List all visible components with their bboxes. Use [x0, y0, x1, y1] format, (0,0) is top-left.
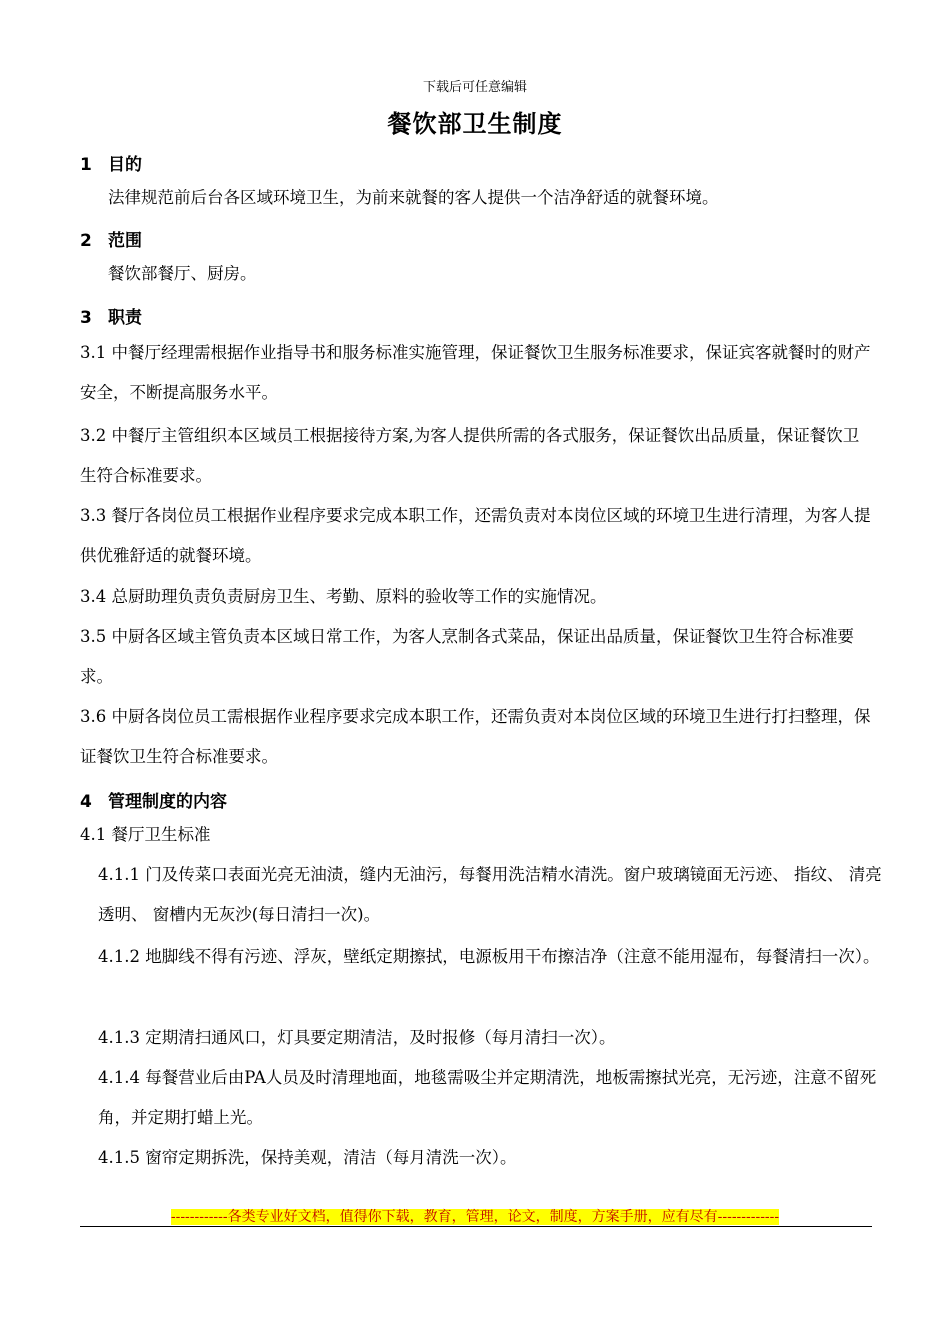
section-3-item-5: 3.5 中厨各区域主管负责本区域日常工作，为客人烹制各式菜品，保证出品质量，保证餐饮卫生符合标准要求。: [80, 627, 854, 686]
section-3-item-2: 3.2 中餐厅主管组织本区域员工根据接待方案,为客人提供所需的各式服务，保证餐饮出品质量，保证餐饮卫生符合标准要求。: [80, 426, 860, 485]
section-4-item-4: 4.1.4 每餐营业后由PA人员及时清理地面，地毯需吸尘并定期清洗，地板需擦拭光亮，无污迹，注意不留死角，并定期打蜡上光。: [98, 1068, 877, 1127]
section-4-item-1: 4.1.1 门及传菜口表面光亮无油渍，缝内无油污，每餐用洗洁精水清洗。窗户玻璃镜面无污迹、 指纹、 清亮透明、 窗槽内无灰沙(每日清扫一次)。: [98, 865, 882, 924]
download-note: 下载后可任意编辑: [422, 80, 527, 95]
section-3-heading: [80, 303, 142, 328]
section-2-text: 餐饮部餐厅、厨房。: [108, 264, 257, 283]
section-4-subtitle: 4.1 餐厅卫生标准: [80, 825, 211, 844]
footer-banner: [0, 1206, 950, 1226]
section-1-number: 1: [80, 155, 92, 175]
section-4-number: 4: [80, 792, 92, 812]
footer-divider: [80, 1226, 872, 1227]
section-4-heading: [80, 787, 227, 812]
section-4-title: 管理制度的内容: [108, 792, 227, 812]
section-4-item-5: 4.1.5 窗帘定期拆洗，保持美观，清洁（每月清洗一次）。: [98, 1148, 517, 1167]
section-3-item-3: 3.3 餐厅各岗位员工根据作业程序要求完成本职工作，还需负责对本岗位区域的环境卫生进行清理，为客人提供优雅舒适的就餐环境。: [80, 506, 871, 565]
section-1-title: 目的: [108, 155, 142, 175]
section-4-item-2: 4.1.2 地脚线不得有污迹、浮灰，壁纸定期擦拭，电源板用干布擦洁净（注意不能用湿布，每餐清扫一次）。: [98, 947, 880, 966]
section-2-number: 2: [80, 231, 92, 251]
section-4-item-3: 4.1.3 定期清扫通风口，灯具要定期清洁，及时报修（每月清扫一次）。: [98, 1028, 616, 1047]
page-title: 餐饮部卫生制度: [387, 110, 563, 138]
section-1-heading: [80, 150, 142, 175]
section-2-title: 范围: [108, 231, 142, 251]
section-3-number: 3: [80, 308, 92, 328]
section-3-item-6: 3.6 中厨各岗位员工需根据作业程序要求完成本职工作，还需负责对本岗位区域的环境卫生进行打扫整理，保证餐饮卫生符合标准要求。: [80, 707, 871, 766]
section-3-title: 职责: [108, 308, 142, 328]
section-1-text: 法律规范前后台各区域环境卫生，为前来就餐的客人提供一个洁净舒适的就餐环境。: [108, 188, 719, 207]
section-2-heading: [80, 226, 142, 251]
section-3-item-1: 3.1 中餐厅经理需根据作业指导书和服务标准实施管理，保证餐饮卫生服务标准要求，保证宾客就餐时的财产安全，不断提高服务水平。: [80, 343, 871, 402]
section-3-item-4: 3.4 总厨助理负责负责厨房卫生、考勤、原料的验收等工作的实施情况。: [80, 587, 607, 606]
footer-banner-text: ------------各类专业好文档，值得你下载，教育，管理，论文，制度，方案手册，应有尽有-------------: [170, 1209, 780, 1225]
